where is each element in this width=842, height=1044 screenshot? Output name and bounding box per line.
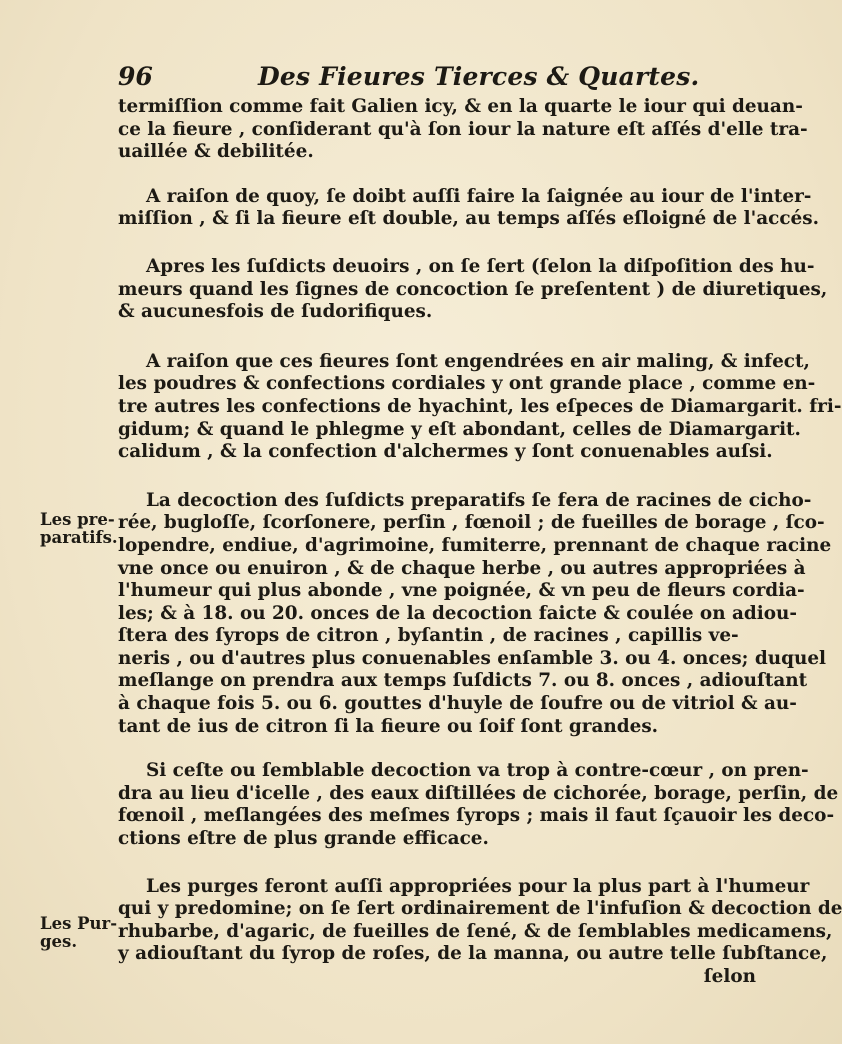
paragraph-2 bbox=[118, 185, 819, 231]
text-line: dra au lieu d'icelle , des eaux diſtillées de cichorée, borage, perſin, de bbox=[118, 782, 839, 804]
text-line: termiſſion comme fait Galien icy, & en la quarte le iour qui deuan- bbox=[118, 96, 803, 117]
margin-note-preparatifs bbox=[40, 510, 118, 547]
text-line: les poudres & confections cordiales y ont grande place , comme en- bbox=[118, 373, 816, 395]
paragraph-4 bbox=[118, 350, 842, 464]
margin-note-purges bbox=[40, 914, 118, 951]
text-line: uaillée & debilitée. bbox=[118, 141, 314, 163]
text-line: miſſion , & ſi la fieure eſt double, au temps aſſés eſloigné de l'accés. bbox=[118, 208, 819, 230]
text-line: ctions eſtre de plus grande efficace. bbox=[118, 828, 489, 850]
text-line: vne once ou enuiron , & de chaque herbe , ou autres appropriées à bbox=[118, 557, 806, 579]
text-line: & aucunesfois de ſudorifiques. bbox=[118, 301, 433, 323]
paragraph-1 bbox=[118, 96, 808, 164]
text-line: A raiſon de quoy, ſe doibt auſſi faire la ſaignée au iour de l'inter- bbox=[146, 185, 812, 207]
margin-note-line: paratifs. bbox=[40, 528, 118, 547]
text-line: meurs quand les ſignes de concoction ſe preſentent ) de diuretiques, bbox=[118, 278, 828, 300]
text-line: Si ceſte ou ſemblable decoction va trop à contre-cœur , on pren- bbox=[146, 760, 809, 782]
margin-note-line: ges. bbox=[40, 932, 78, 951]
text-line: Les purges feront auſſi appropriées pour la plus part à l'humeur bbox=[146, 875, 810, 897]
text-line: tre autres les confections de hyachint, les eſpeces de Diamargarit. fri- bbox=[118, 395, 842, 417]
margin-note-line: Les pre- bbox=[40, 510, 115, 529]
text-line: rée, bugloſſe, ſcorſonere, perſin , fœnoil ; de fueilles de borage , ſco- bbox=[118, 512, 825, 534]
text-line: l'humeur qui plus abonde , vne poignée, & vn peu de fleurs cordia- bbox=[118, 580, 805, 602]
text-line: ce la fieure , conſiderant qu'à ſon iour la nature eſt aſſés d'elle tra- bbox=[118, 118, 808, 140]
text-line: La decoction des ſuſdicts preparatifs ſe fera de racines de cicho- bbox=[146, 489, 812, 511]
body-text bbox=[118, 96, 842, 989]
text-line: neris , ou d'autres plus conuenables enſamble 3. ou 4. onces; duquel bbox=[118, 647, 827, 669]
paragraph-5 bbox=[118, 489, 832, 739]
text-line: ſtera des ſyrops de citron , byſantin , de racines , capillis ve- bbox=[118, 625, 739, 647]
paragraph-6 bbox=[118, 760, 839, 850]
text-line: fœnoil , meſlangées des meſmes ſyrops ; mais il faut ſçauoir les deco- bbox=[118, 805, 835, 827]
margin-note-line: Les Pur- bbox=[40, 914, 118, 933]
text-line: A raiſon que ces fieures ſont engendrées en air maling, & infect, bbox=[146, 350, 810, 372]
text-line: gidum; & quand le phlegme y eſt abondant, celles de Diamargarit. bbox=[118, 418, 801, 440]
catchword: ſelon bbox=[703, 966, 756, 987]
page-number: 96 bbox=[118, 62, 153, 91]
text-line: à chaque fois 5. ou 6. gouttes d'huyle de ſoufre ou de vitriol & au- bbox=[118, 693, 797, 715]
text-line: qui y predomine; on ſe ſert ordinairement de l'infuſion & decoction de bbox=[118, 898, 842, 920]
text-line: y adiouſtant du ſyrop de roſes, de la manna, ou autre telle ſubſtance, bbox=[118, 943, 828, 965]
text-line: calidum , & la confection d'alchermes y ſont conuenables auſsi. bbox=[118, 441, 773, 463]
text-line: lopendre, endiue, d'agrimoine, fumiterre, prennant de chaque racine bbox=[118, 534, 832, 556]
text-line: Apres les ſuſdicts deuoirs , on ſe ſert (ſelon la diſpoſition des hu- bbox=[146, 255, 815, 277]
text-line: rhubarbe, d'agaric, de fueilles de ſené, & de ſemblables medicamens, bbox=[118, 920, 833, 942]
text-line: les; & à 18. ou 20. onces de la decoction faicte & coulée on adiou- bbox=[118, 602, 798, 624]
text-line: tant de ius de citron ſi la fieure ou ſoif ſont grandes. bbox=[118, 715, 659, 737]
paragraph-7 bbox=[118, 875, 842, 989]
running-title: Des Fieures Tierces & Quartes. bbox=[258, 62, 700, 91]
text-line: meſlange on prendra aux temps ſuſdicts 7. ou 8. onces , adiouſtant bbox=[118, 670, 808, 692]
page-header bbox=[118, 62, 758, 98]
paragraph-3 bbox=[118, 255, 828, 324]
